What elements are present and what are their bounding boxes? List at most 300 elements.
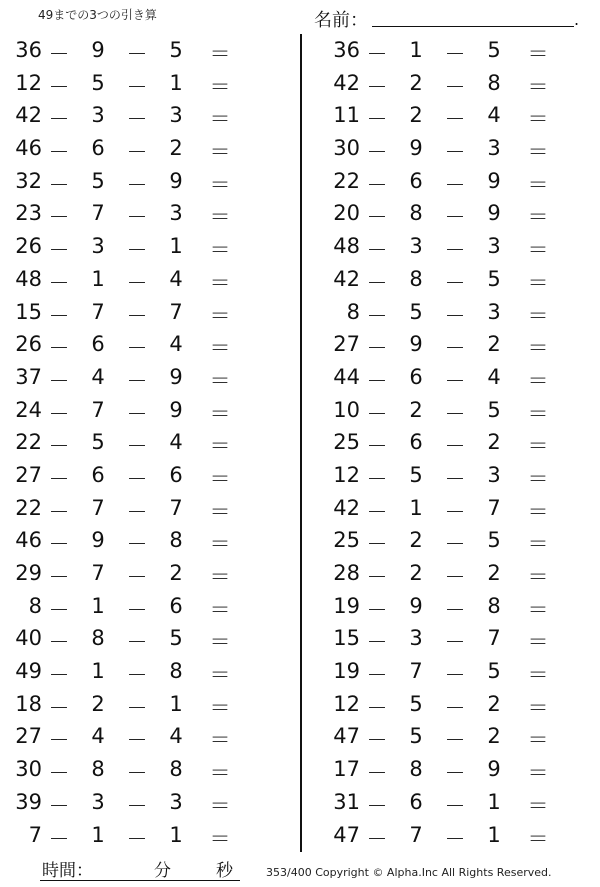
minus-sign: － — [366, 205, 388, 230]
first-number: 10 — [333, 397, 360, 422]
minus-sign: － — [48, 565, 70, 589]
problem-row — [0, 461, 280, 494]
equals-sign: ＝ — [209, 434, 231, 459]
equals-sign: ＝ — [527, 107, 549, 132]
second-number: 3 — [409, 234, 423, 259]
minus-sign: － — [126, 172, 148, 197]
minus-sign: － — [126, 597, 148, 622]
third-number: 3 — [487, 234, 501, 259]
equals-sign: ＝ — [209, 140, 231, 165]
minus-sign: － — [48, 74, 70, 99]
minus-sign: － — [366, 401, 388, 426]
second-number: 5 — [91, 430, 105, 455]
second-number: 7 — [91, 397, 105, 422]
third-number: 3 — [487, 299, 501, 324]
third-number: 2 — [487, 332, 501, 357]
problem-row — [0, 657, 280, 690]
third-number: 3 — [487, 462, 501, 487]
minus-sign: － — [126, 42, 148, 66]
third-number: 1 — [169, 234, 183, 259]
minus-sign: － — [366, 630, 388, 655]
first-number: 42 — [333, 495, 360, 520]
equals-sign: ＝ — [527, 238, 549, 263]
minus-sign: － — [126, 630, 148, 655]
third-number: 9 — [487, 201, 501, 226]
problem-row — [0, 396, 280, 429]
minus-sign: － — [366, 565, 388, 589]
minus-sign: － — [366, 172, 388, 197]
minus-sign: － — [444, 172, 466, 197]
equals-sign: ＝ — [209, 107, 231, 132]
equals-sign: ＝ — [527, 303, 549, 328]
minus-sign: － — [444, 695, 466, 720]
second-number: 7 — [409, 659, 423, 684]
first-number: 44 — [333, 364, 360, 389]
equals-sign: ＝ — [209, 336, 231, 361]
third-number: 9 — [169, 397, 183, 422]
minus-sign: － — [444, 826, 466, 851]
minus-sign: － — [126, 140, 148, 165]
equals-sign: ＝ — [209, 630, 231, 655]
first-number: 27 — [15, 462, 42, 487]
problem-row — [0, 690, 280, 723]
problem-row — [318, 199, 598, 232]
third-number: 5 — [487, 528, 501, 553]
minus-sign: － — [48, 42, 70, 66]
first-number: 36 — [15, 38, 42, 62]
second-number: 5 — [91, 70, 105, 95]
minus-sign: － — [444, 205, 466, 230]
problem-row — [318, 657, 598, 690]
minus-sign: － — [48, 303, 70, 328]
third-number: 2 — [169, 561, 183, 585]
third-number: 1 — [169, 70, 183, 95]
minus-sign: － — [126, 107, 148, 132]
minus-sign: － — [48, 826, 70, 851]
equals-sign: ＝ — [209, 238, 231, 263]
first-number: 8 — [346, 299, 360, 324]
minus-sign: － — [366, 826, 388, 851]
second-number: 9 — [409, 136, 423, 161]
minus-sign: － — [366, 466, 388, 491]
second-number: 6 — [409, 168, 423, 193]
minus-sign: － — [444, 499, 466, 524]
equals-sign: ＝ — [527, 205, 549, 230]
minus-sign: － — [48, 630, 70, 655]
first-number: 26 — [15, 234, 42, 259]
first-number: 40 — [15, 626, 42, 651]
equals-sign: ＝ — [527, 761, 549, 786]
second-number: 1 — [91, 659, 105, 684]
minus-sign: － — [366, 728, 388, 753]
problem-row — [0, 363, 280, 396]
minus-sign: － — [48, 434, 70, 459]
minus-sign: － — [48, 336, 70, 361]
first-number: 7 — [28, 822, 42, 847]
copyright-text: 353/400 Copyright © Alpha.Inc All Rights Reserved. — [266, 866, 552, 879]
minus-sign: － — [366, 695, 388, 720]
second-number: 2 — [409, 397, 423, 422]
second-number: 6 — [91, 136, 105, 161]
third-number: 5 — [487, 659, 501, 684]
second-number: 1 — [409, 495, 423, 520]
minus-sign: － — [444, 74, 466, 99]
first-number: 15 — [333, 626, 360, 651]
second-number: 1 — [409, 38, 423, 62]
third-number: 7 — [487, 495, 501, 520]
first-number: 18 — [15, 691, 42, 716]
equals-sign: ＝ — [527, 42, 549, 66]
equals-sign: ＝ — [209, 793, 231, 818]
minus-sign: － — [366, 107, 388, 132]
first-number: 26 — [15, 332, 42, 357]
problem-row — [318, 461, 598, 494]
third-number: 5 — [487, 397, 501, 422]
first-number: 24 — [15, 397, 42, 422]
third-number: 1 — [169, 691, 183, 716]
first-number: 19 — [333, 659, 360, 684]
equals-sign: ＝ — [527, 695, 549, 720]
minus-sign: － — [366, 532, 388, 557]
problem-row — [318, 265, 598, 298]
minus-sign: － — [444, 368, 466, 393]
minus-sign: － — [48, 205, 70, 230]
third-number: 1 — [487, 822, 501, 847]
equals-sign: ＝ — [209, 826, 231, 851]
minus-sign: － — [126, 205, 148, 230]
second-number: 5 — [409, 691, 423, 716]
third-number: 2 — [487, 691, 501, 716]
minus-sign: － — [444, 793, 466, 818]
problem-row — [318, 592, 598, 625]
third-number: 6 — [169, 462, 183, 487]
minus-sign: － — [444, 42, 466, 66]
minus-sign: － — [126, 434, 148, 459]
problem-row — [318, 690, 598, 723]
first-number: 46 — [15, 136, 42, 161]
minus-sign: － — [444, 630, 466, 655]
problem-row — [318, 788, 598, 821]
minus-sign: － — [126, 270, 148, 295]
first-number: 48 — [333, 234, 360, 259]
third-number: 5 — [169, 38, 183, 62]
second-number: 6 — [91, 462, 105, 487]
worksheet-title: 49までの3つの引き算 — [38, 8, 157, 22]
second-number: 3 — [91, 234, 105, 259]
second-number: 1 — [91, 593, 105, 618]
time-label: 時間： — [42, 861, 93, 881]
first-number: 17 — [333, 757, 360, 782]
equals-sign: ＝ — [527, 336, 549, 361]
first-number: 8 — [28, 593, 42, 618]
equals-sign: ＝ — [209, 466, 231, 491]
second-number: 7 — [91, 561, 105, 585]
third-number: 1 — [487, 789, 501, 814]
problem-row — [0, 199, 280, 232]
second-number: 2 — [409, 528, 423, 553]
third-number: 8 — [487, 70, 501, 95]
minus-sign: － — [444, 303, 466, 328]
equals-sign: ＝ — [527, 172, 549, 197]
minus-sign: － — [126, 401, 148, 426]
minus-sign: － — [366, 270, 388, 295]
third-number: 7 — [169, 299, 183, 324]
third-number: 7 — [487, 626, 501, 651]
first-number: 47 — [333, 724, 360, 749]
equals-sign: ＝ — [209, 663, 231, 688]
second-number: 2 — [91, 691, 105, 716]
problem-row — [318, 396, 598, 429]
minus-sign: － — [48, 793, 70, 818]
right-problem-column — [318, 36, 598, 853]
third-number: 8 — [487, 593, 501, 618]
problem-row — [318, 330, 598, 363]
problem-row — [0, 722, 280, 755]
equals-sign: ＝ — [527, 532, 549, 557]
problem-row — [0, 232, 280, 265]
second-number: 6 — [409, 789, 423, 814]
third-number: 2 — [487, 430, 501, 455]
minus-sign: － — [48, 466, 70, 491]
minus-sign: － — [444, 140, 466, 165]
equals-sign: ＝ — [527, 597, 549, 622]
first-number: 20 — [333, 201, 360, 226]
second-number: 6 — [409, 364, 423, 389]
second-number: 7 — [91, 201, 105, 226]
third-number: 5 — [487, 266, 501, 291]
problem-row — [318, 232, 598, 265]
second-number: 8 — [409, 757, 423, 782]
first-number: 23 — [15, 201, 42, 226]
name-field[interactable] — [372, 26, 574, 27]
seconds-label: 秒 — [216, 861, 233, 881]
minus-sign: － — [444, 238, 466, 263]
minus-sign: － — [366, 434, 388, 459]
problem-row — [0, 134, 280, 167]
minus-sign: － — [126, 74, 148, 99]
problem-row — [0, 624, 280, 657]
second-number: 6 — [91, 332, 105, 357]
third-number: 5 — [487, 38, 501, 62]
first-number: 47 — [333, 822, 360, 847]
first-number: 46 — [15, 528, 42, 553]
equals-sign: ＝ — [527, 663, 549, 688]
third-number: 9 — [487, 168, 501, 193]
second-number: 5 — [409, 299, 423, 324]
minus-sign: － — [444, 532, 466, 557]
third-number: 1 — [169, 822, 183, 847]
minus-sign: － — [444, 270, 466, 295]
second-number: 7 — [91, 495, 105, 520]
second-number: 2 — [409, 561, 423, 585]
second-number: 1 — [91, 822, 105, 847]
problem-row — [318, 526, 598, 559]
problem-row — [318, 101, 598, 134]
minus-sign: － — [126, 663, 148, 688]
minus-sign: － — [48, 140, 70, 165]
first-number: 22 — [333, 168, 360, 193]
minus-sign: － — [444, 663, 466, 688]
second-number: 2 — [409, 103, 423, 128]
problem-row — [318, 167, 598, 200]
first-number: 49 — [15, 659, 42, 684]
first-number: 37 — [15, 364, 42, 389]
minus-sign: － — [444, 336, 466, 361]
second-number: 7 — [409, 822, 423, 847]
problem-row — [0, 330, 280, 363]
second-number: 8 — [409, 201, 423, 226]
second-number: 4 — [91, 724, 105, 749]
minus-sign: － — [126, 793, 148, 818]
equals-sign: ＝ — [209, 270, 231, 295]
minus-sign: － — [126, 826, 148, 851]
minus-sign: － — [126, 565, 148, 589]
problem-row — [318, 722, 598, 755]
minus-sign: － — [126, 466, 148, 491]
second-number: 8 — [91, 757, 105, 782]
minus-sign: － — [366, 793, 388, 818]
second-number: 3 — [91, 789, 105, 814]
third-number: 3 — [169, 103, 183, 128]
minus-sign: － — [48, 499, 70, 524]
problem-row — [318, 298, 598, 331]
minus-sign: － — [366, 42, 388, 66]
minus-sign: － — [444, 434, 466, 459]
equals-sign: ＝ — [209, 761, 231, 786]
third-number: 3 — [487, 136, 501, 161]
problem-row — [0, 167, 280, 200]
problem-row — [0, 821, 280, 854]
first-number: 25 — [333, 528, 360, 553]
problem-row — [0, 494, 280, 527]
second-number: 5 — [409, 724, 423, 749]
minus-sign: － — [444, 565, 466, 589]
second-number: 6 — [409, 430, 423, 455]
equals-sign: ＝ — [527, 368, 549, 393]
problem-row — [0, 69, 280, 102]
problem-row — [0, 788, 280, 821]
first-number: 12 — [333, 691, 360, 716]
third-number: 4 — [169, 724, 183, 749]
equals-sign: ＝ — [527, 140, 549, 165]
minus-sign: － — [48, 728, 70, 753]
minus-sign: － — [48, 238, 70, 263]
third-number: 5 — [169, 626, 183, 651]
first-number: 12 — [333, 462, 360, 487]
minus-sign: － — [126, 336, 148, 361]
third-number: 7 — [169, 495, 183, 520]
first-number: 22 — [15, 430, 42, 455]
equals-sign: ＝ — [209, 368, 231, 393]
minus-sign: － — [366, 663, 388, 688]
first-number: 42 — [15, 103, 42, 128]
problem-row — [0, 526, 280, 559]
minus-sign: － — [444, 107, 466, 132]
minus-sign: － — [48, 597, 70, 622]
minus-sign: － — [366, 597, 388, 622]
second-number: 1 — [91, 266, 105, 291]
problem-row — [0, 592, 280, 625]
third-number: 8 — [169, 528, 183, 553]
equals-sign: ＝ — [209, 74, 231, 99]
second-number: 3 — [409, 626, 423, 651]
problem-row — [0, 36, 280, 69]
equals-sign: ＝ — [209, 532, 231, 557]
minus-sign: － — [48, 401, 70, 426]
first-number: 28 — [333, 561, 360, 585]
second-number: 5 — [409, 462, 423, 487]
minus-sign: － — [126, 761, 148, 786]
problem-row — [318, 363, 598, 396]
problem-row — [0, 428, 280, 461]
equals-sign: ＝ — [209, 695, 231, 720]
minus-sign: － — [366, 336, 388, 361]
third-number: 3 — [169, 201, 183, 226]
column-divider — [300, 34, 302, 852]
problem-row — [318, 821, 598, 854]
third-number: 8 — [169, 757, 183, 782]
name-label: 名前： — [314, 10, 368, 31]
equals-sign: ＝ — [527, 270, 549, 295]
first-number: 42 — [333, 266, 360, 291]
problem-row — [0, 755, 280, 788]
equals-sign: ＝ — [527, 466, 549, 491]
third-number: 4 — [169, 266, 183, 291]
first-number: 39 — [15, 789, 42, 814]
third-number: 2 — [487, 724, 501, 749]
second-number: 9 — [409, 593, 423, 618]
third-number: 2 — [487, 561, 501, 585]
equals-sign: ＝ — [209, 303, 231, 328]
problem-row — [318, 69, 598, 102]
first-number: 32 — [15, 168, 42, 193]
equals-sign: ＝ — [209, 205, 231, 230]
problem-row — [318, 559, 598, 592]
problem-row — [318, 428, 598, 461]
equals-sign: ＝ — [527, 826, 549, 851]
second-number: 4 — [91, 364, 105, 389]
third-number: 9 — [487, 757, 501, 782]
minus-sign: － — [48, 663, 70, 688]
first-number: 22 — [15, 495, 42, 520]
third-number: 6 — [169, 593, 183, 618]
minus-sign: － — [126, 695, 148, 720]
equals-sign: ＝ — [209, 42, 231, 66]
first-number: 12 — [15, 70, 42, 95]
problem-row — [318, 494, 598, 527]
equals-sign: ＝ — [527, 434, 549, 459]
first-number: 30 — [15, 757, 42, 782]
second-number: 9 — [409, 332, 423, 357]
minus-sign: － — [444, 466, 466, 491]
minus-sign: － — [366, 303, 388, 328]
second-number: 3 — [91, 103, 105, 128]
minus-sign: － — [366, 74, 388, 99]
third-number: 4 — [487, 364, 501, 389]
minus-sign: － — [366, 238, 388, 263]
minus-sign: － — [48, 270, 70, 295]
equals-sign: ＝ — [527, 728, 549, 753]
left-problem-column — [0, 36, 280, 853]
minus-sign: － — [48, 695, 70, 720]
first-number: 48 — [15, 266, 42, 291]
third-number: 2 — [169, 136, 183, 161]
second-number: 8 — [91, 626, 105, 651]
equals-sign: ＝ — [527, 630, 549, 655]
problem-row — [318, 134, 598, 167]
minus-sign: － — [48, 368, 70, 393]
minus-sign: － — [48, 761, 70, 786]
